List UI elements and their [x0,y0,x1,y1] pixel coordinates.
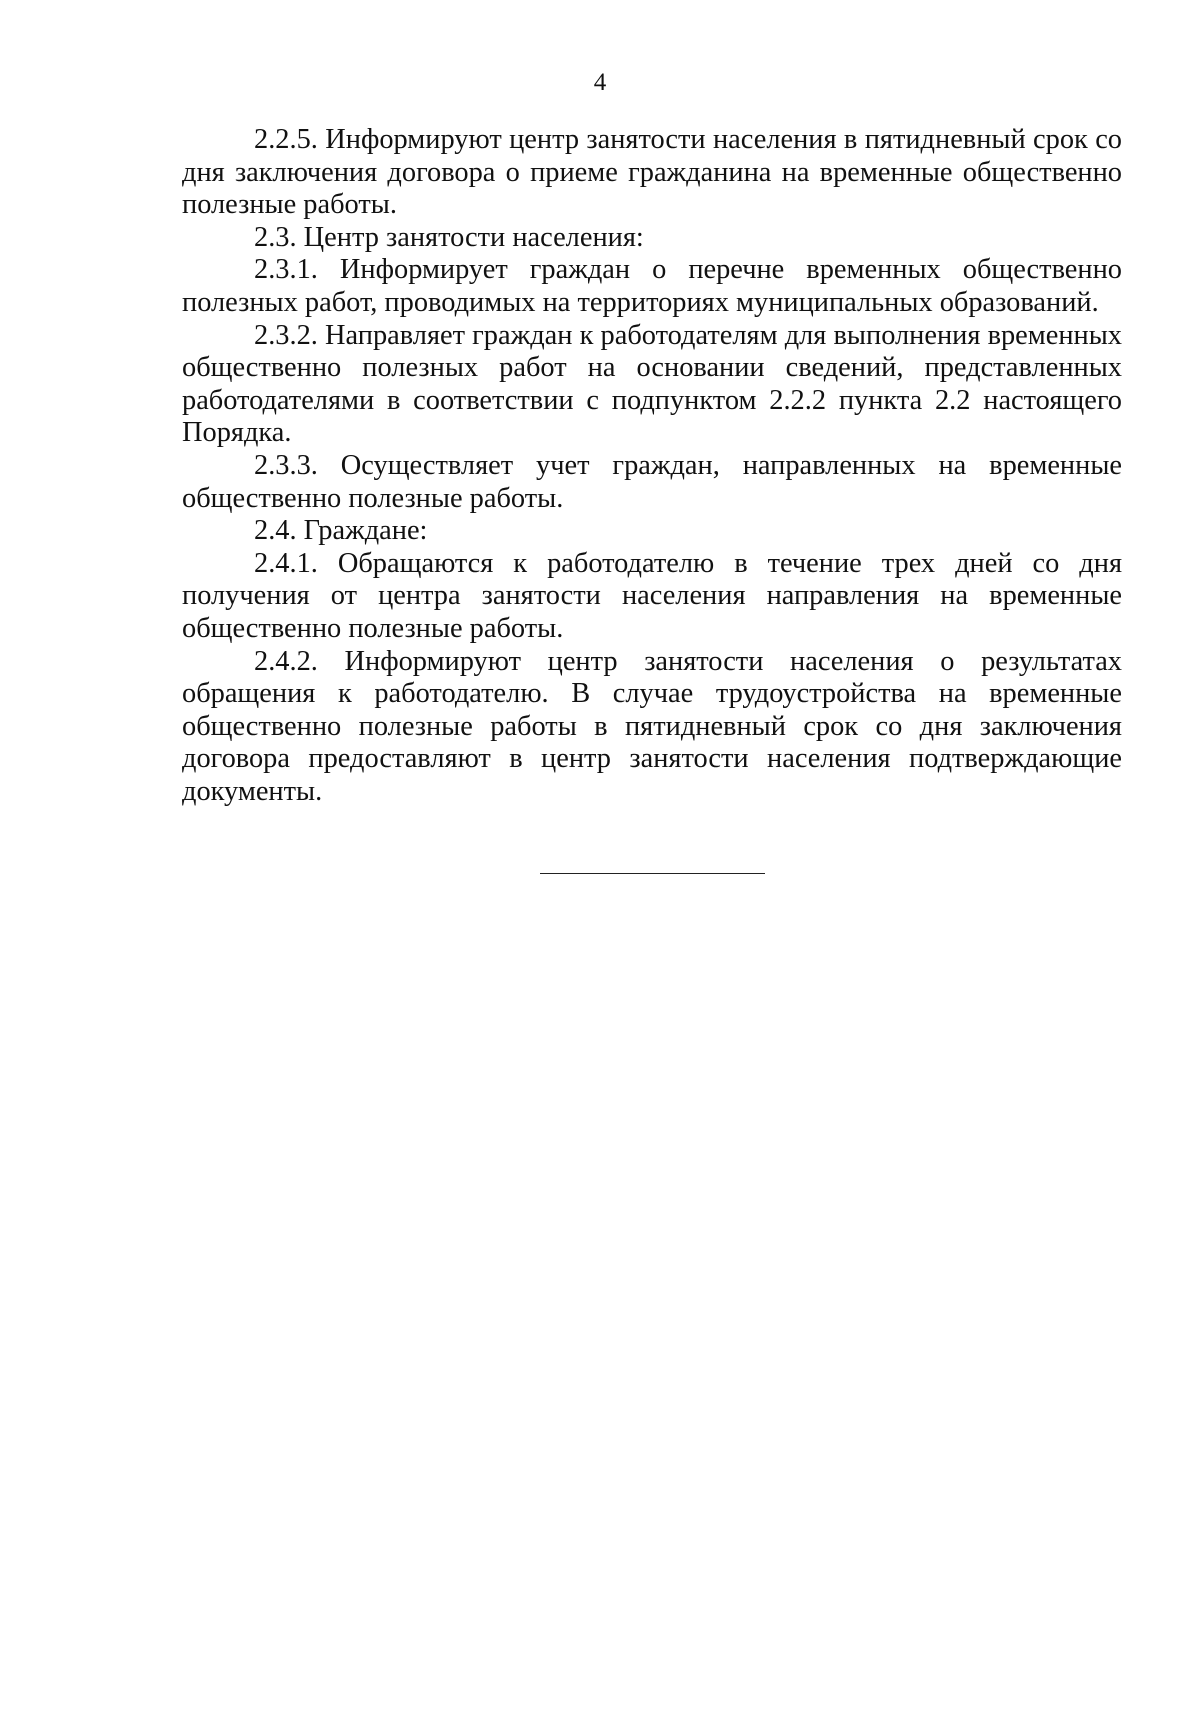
paragraph-2-3-1: 2.3.1. Информирует граждан о перечне временных общественно полезных работ, проводимых на территориях муниципальных образований. [182,254,1122,318]
paragraph-2-3-3: 2.3.3. Осуществляет учет граждан, направленных на временные общественно полезные работы. [182,449,1122,514]
paragraph-2-4-2: 2.4.2. Информируют центр занятости населения о результатах обращения к работодателю. В случае трудоустройства на временные общественно полезные работы в пятидневный срок со дня заключения договора предоставляют в центр занятости населения подтверждающие документы. [182,645,1122,807]
paragraph-2-2-5: 2.2.5. Информируют центр занятости населения в пятидневный срок со дня заключения договора о приеме гражданина на временные общественно полезные работы. [182,124,1122,221]
document-body [182,124,1122,808]
paragraph-2-4-1: 2.4.1. Обращаются к работодателю в течение трех дней со дня получения от центра занятости населения направления на временные общественно полезные работы. [182,547,1122,644]
page-number: 4 [593,69,607,96]
end-of-document-rule [540,873,765,874]
paragraph-2-3: 2.3. Центр занятости населения: [254,221,644,253]
paragraph-2-3-2: 2.3.2. Направляет граждан к работодателям для выполнения временных общественно полезных работ на основании сведений, представленных работодателями в соответствии с подпунктом 2.2.2 пункта 2.2 настоящего Порядка. [182,319,1122,449]
paragraph-2-4: 2.4. Граждане: [254,515,428,547]
